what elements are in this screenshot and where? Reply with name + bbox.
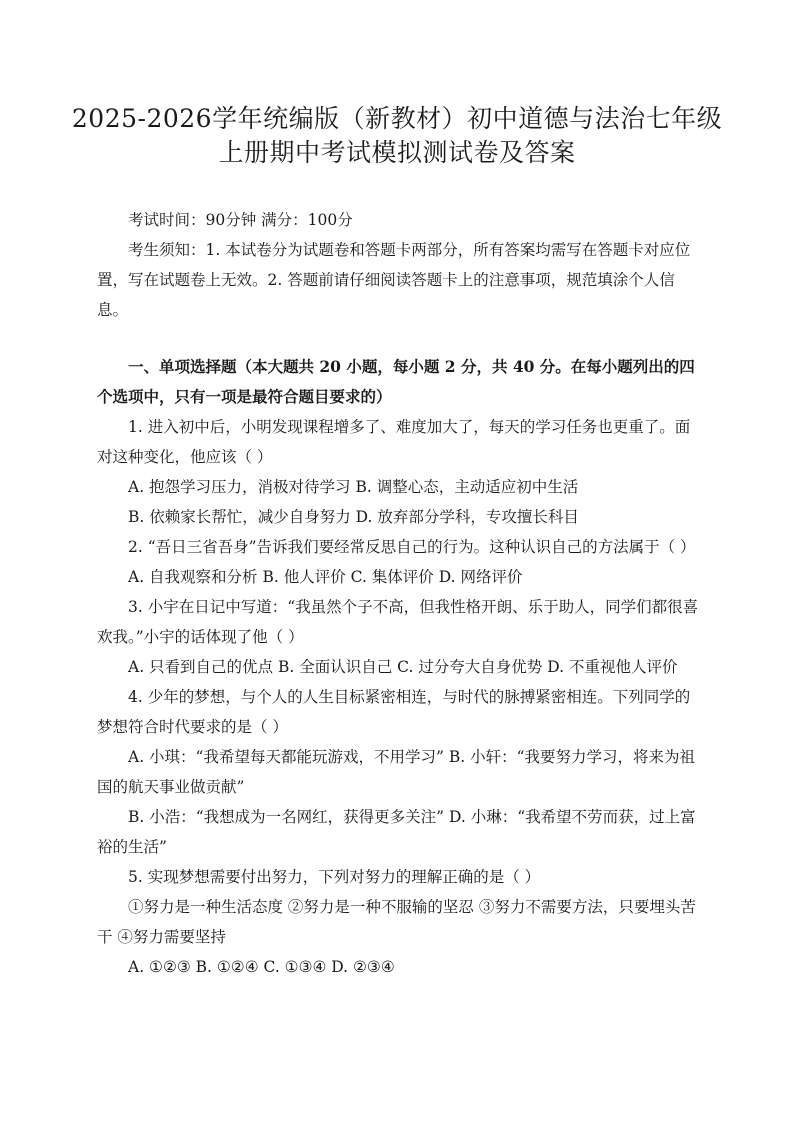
question-stem: 3. 小宇在日记中写道：“我虽然个子不高，但我性格开朗、乐于助人，同学们都很喜欢我。”小宇的话体现了他（ ） [97,598,699,646]
question-options: B. 小浩：“我想成为一名网红，获得更多关注” D. 小琳：“我希望不劳而获，过上富裕的生活” [97,808,696,856]
question-options: B. 依赖家长帮忙，减少自身努力 D. 放弃部分学科，专攻擅长科目 [128,508,579,526]
document-title [60,102,734,170]
question-options: A. 小琪：“我希望每天都能玩游戏，不用学习” B. 小轩：“我要努力学习，将来为祖国的航天事业做贡献” [97,748,695,796]
exam-notice: 考生须知：1. 本试卷分为试题卷和答题卡两部分，所有答案均需写在答题卡对应位置，写在试题卷上无效。2. 答题前请仔细阅读答题卡上的注意事项，规范填涂个人信息。 [97,241,691,319]
title-line-2: 上册期中考试模拟测试卷及答案 [218,138,576,167]
question-stem: 5. 实现梦想需要付出努力，下列对努力的理解正确的是（ ） [128,868,541,886]
question-options: A. 抱怨学习压力，消极对待学习 B. 调整心态，主动适应初中生活 [128,478,579,496]
document-body [97,205,701,982]
question-stem: 2. “吾日三省吾身”告诉我们要经常反思自己的行为。这种认识自己的方法属于（ ） [128,538,696,556]
title-line-1: 2025-2026学年统编版（新教材）初中道德与法治七年级 [71,104,723,133]
section-heading: 一、单项选择题（本大题共 20 小题，每小题 2 分，共 40 分。在每小题列出的四个选项中，只有一项是最符合题目要求的） [97,357,695,406]
exam-time-score: 考试时间：90分钟 满分：100分 [128,211,353,229]
question-stem: 1. 进入初中后，小明发现课程增多了、难度加大了，每天的学习任务也更重了。面对这种变化，他应该（ ） [97,418,691,466]
question-options: A. 只看到自己的优点 B. 全面认识自己 C. 过分夸大自身优势 D. 不重视他人评价 [128,658,678,676]
question-options: A. ①②③ B. ①②④ C. ①③④ D. ②③④ [128,958,395,976]
question-stem: 4. 少年的梦想，与个人的人生目标紧密相连，与时代的脉搏紧密相连。下列同学的梦想符合时代要求的是（ ） [97,688,691,736]
question-statements: ①努力是一种生活态度 ②努力是一种不服输的坚忍 ③努力不需要方法，只要埋头苦干 ④努力需要坚持 [97,898,696,946]
question-options: A. 自我观察和分析 B. 他人评价 C. 集体评价 D. 网络评价 [128,568,523,586]
